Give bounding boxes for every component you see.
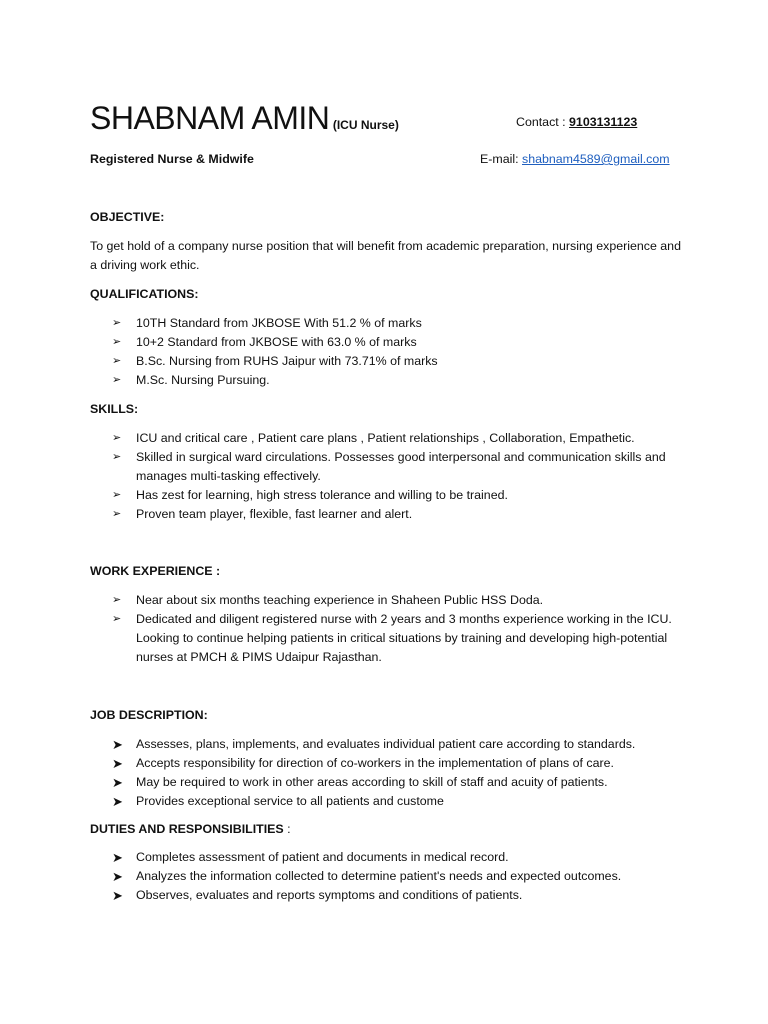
list-item xyxy=(112,735,682,754)
outline-arrow-bullet-icon: ➢ xyxy=(112,432,122,444)
solid-arrow-bullet-icon: ➤ xyxy=(112,756,123,771)
solid-arrow-bullet-icon: ➤ xyxy=(112,737,123,752)
list-item-text: B.Sc. Nursing from RUHS Jaipur with 73.71% of marks xyxy=(136,354,438,368)
candidate-name: SHABNAM AMIN xyxy=(90,100,330,136)
outline-arrow-bullet-icon: ➢ xyxy=(112,451,122,463)
list-item xyxy=(112,610,682,667)
contact-label: Contact : xyxy=(516,115,570,129)
solid-arrow-bullet-icon: ➤ xyxy=(112,869,123,884)
duties-heading: DUTIES AND RESPONSIBILITIES xyxy=(90,822,284,836)
objective-heading: OBJECTIVE: xyxy=(90,210,165,224)
skills-list xyxy=(112,429,682,524)
list-item xyxy=(112,333,682,352)
name-heading xyxy=(90,98,399,138)
list-item-text: Dedicated and diligent registered nurse with 2 years and 3 months experience working in the ICU. Looking to continue helping patients in critical situations by training and developing high-potential nurses at PMCH & PIMS Udaipur Rajasthan. xyxy=(136,612,672,664)
list-item-text: Analyzes the information collected to determine patient's needs and expected outcomes. xyxy=(136,869,622,883)
job-description-heading: JOB DESCRIPTION: xyxy=(90,708,208,722)
outline-arrow-bullet-icon: ➢ xyxy=(112,355,122,367)
outline-arrow-bullet-icon: ➢ xyxy=(112,317,122,329)
email-label: E-mail: xyxy=(480,152,522,166)
list-item xyxy=(112,448,682,486)
duties-heading-line xyxy=(90,820,291,839)
list-item-text: 10+2 Standard from JKBOSE with 63.0 % of marks xyxy=(136,335,417,349)
solid-arrow-bullet-icon: ➤ xyxy=(112,775,123,790)
job-description-list xyxy=(112,735,682,811)
list-item xyxy=(112,792,682,811)
qualifications-list xyxy=(112,314,682,390)
list-item xyxy=(112,371,682,390)
outline-arrow-bullet-icon: ➢ xyxy=(112,594,122,606)
solid-arrow-bullet-icon: ➤ xyxy=(112,850,123,865)
work-experience-list xyxy=(112,591,682,667)
outline-arrow-bullet-icon: ➢ xyxy=(112,489,122,501)
list-item-text: Near about six months teaching experience in Shaheen Public HSS Doda. xyxy=(136,593,544,607)
list-item xyxy=(112,886,682,905)
list-item-text: Observes, evaluates and reports symptoms and conditions of patients. xyxy=(136,888,523,902)
objective-text: To get hold of a company nurse position that will benefit from academic preparation, nursing experience and a driving work ethic. xyxy=(90,239,681,272)
email-link[interactable]: shabnam4589@gmail.com xyxy=(522,152,670,166)
role-tag: (ICU Nurse) xyxy=(332,118,399,132)
list-item xyxy=(112,505,682,524)
list-item-text: Accepts responsibility for direction of co-workers in the implementation of plans of care. xyxy=(136,756,614,770)
list-item xyxy=(112,867,682,886)
list-item-text: M.Sc. Nursing Pursuing. xyxy=(136,373,270,387)
list-item-text: Provides exceptional service to all patients and custome xyxy=(136,794,444,808)
outline-arrow-bullet-icon: ➢ xyxy=(112,374,122,386)
list-item xyxy=(112,754,682,773)
skills-heading: SKILLS: xyxy=(90,402,139,416)
contact-phone[interactable]: 9103131123 xyxy=(569,115,638,129)
qualifications-heading: QUALIFICATIONS: xyxy=(90,287,199,301)
outline-arrow-bullet-icon: ➢ xyxy=(112,613,122,625)
list-item-text: Completes assessment of patient and documents in medical record. xyxy=(136,850,509,864)
list-item-text: Assesses, plans, implements, and evaluates individual patient care according to standards. xyxy=(136,737,636,751)
solid-arrow-bullet-icon: ➤ xyxy=(112,794,123,809)
list-item-text: ICU and critical care , Patient care plans , Patient relationships , Collaboration, Empathetic. xyxy=(136,431,635,445)
list-item xyxy=(112,773,682,792)
list-item xyxy=(112,486,682,505)
outline-arrow-bullet-icon: ➢ xyxy=(112,336,122,348)
list-item xyxy=(112,848,682,867)
list-item xyxy=(112,314,682,333)
list-item-text: May be required to work in other areas according to skill of staff and acuity of patients. xyxy=(136,775,608,789)
solid-arrow-bullet-icon: ➤ xyxy=(112,888,123,903)
work-experience-heading: WORK EXPERIENCE : xyxy=(90,564,221,578)
list-item-text: 10TH Standard from JKBOSE With 51.2 % of marks xyxy=(136,316,422,330)
email-line xyxy=(480,150,670,169)
duties-list xyxy=(112,848,682,905)
list-item xyxy=(112,429,682,448)
list-item-text: Skilled in surgical ward circulations. Possesses good interpersonal and communication skills and manages multi-tasking effectively. xyxy=(136,450,666,483)
list-item-text: Proven team player, flexible, fast learner and alert. xyxy=(136,507,413,521)
outline-arrow-bullet-icon: ➢ xyxy=(112,508,122,520)
duties-heading-suffix: : xyxy=(283,822,291,836)
list-item-text: Has zest for learning, high stress tolerance and willing to be trained. xyxy=(136,488,508,502)
list-item xyxy=(112,591,682,610)
subtitle: Registered Nurse & Midwife xyxy=(90,152,254,166)
contact-line xyxy=(516,113,637,132)
list-item xyxy=(112,352,682,371)
